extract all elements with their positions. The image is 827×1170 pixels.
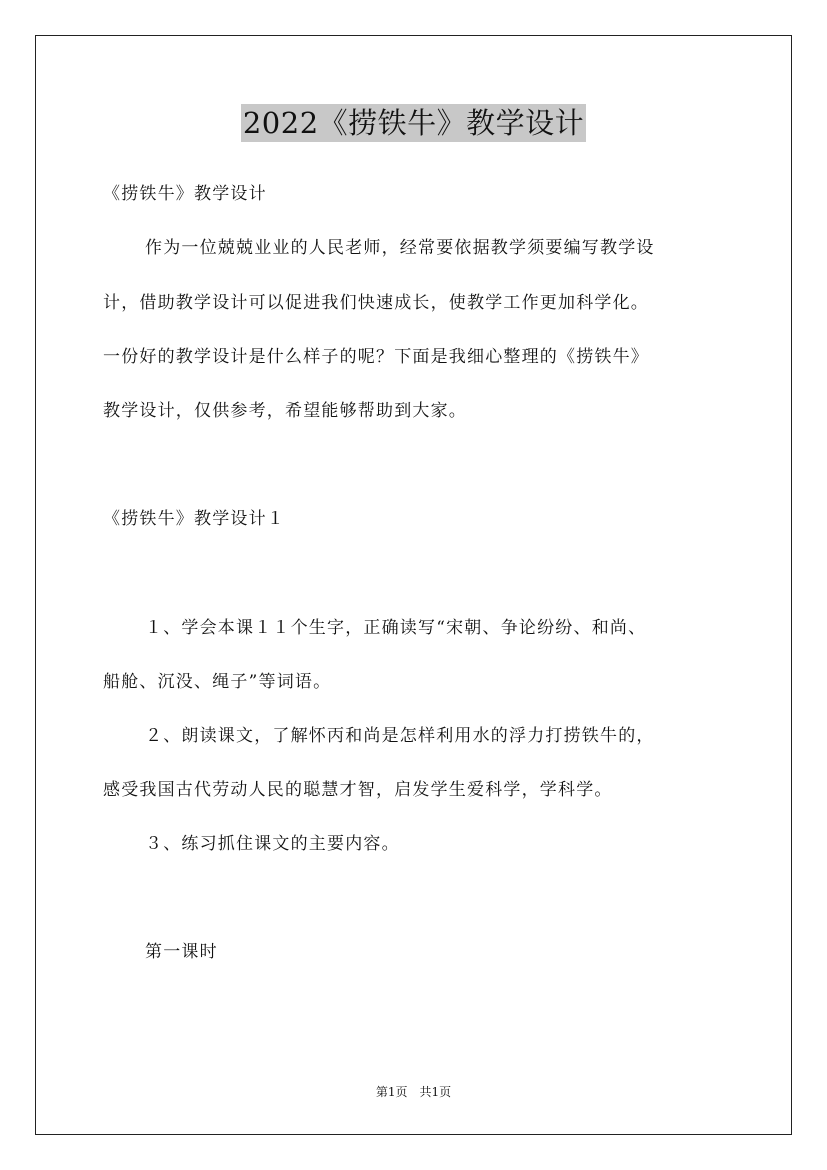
document-title: 2022《捞铁牛》教学设计 [242, 106, 585, 140]
title-wrapper [0, 104, 827, 142]
lesson-label: 第一课时 [145, 942, 218, 962]
intro-line-3: 一份好的教学设计是什么样子的呢？下面是我细心整理的《捞铁牛》 [103, 347, 649, 367]
subtitle: 《捞铁牛》教学设计 [103, 184, 267, 204]
section-heading: 《捞铁牛》教学设计１ [103, 509, 285, 529]
goal-line-2: 船舱、沉没、绳子”等词语。 [103, 672, 332, 692]
intro-line-4: 教学设计，仅供参考，希望能够帮助到大家。 [103, 401, 467, 421]
goal-line-5: ３、练习抓住课文的主要内容。 [145, 834, 400, 854]
page-footer: 第1页 共1页 [375, 1085, 452, 1099]
goal-line-3: ２、朗读课文，了解怀丙和尚是怎样利用水的浮力打捞铁牛的， [145, 726, 655, 746]
goal-line-4: 感受我国古代劳动人民的聪慧才智，启发学生爱科学，学科学。 [103, 780, 613, 800]
goal-line-1: １、学会本课１１个生字，正确读写“宋朝、争论纷纷、和尚、 [145, 618, 647, 638]
intro-line-2: 计，借助教学设计可以促进我们快速成长，使教学工作更加科学化。 [103, 293, 649, 313]
intro-line-1: 作为一位兢兢业业的人民老师，经常要依据教学须要编写教学设 [145, 238, 655, 258]
